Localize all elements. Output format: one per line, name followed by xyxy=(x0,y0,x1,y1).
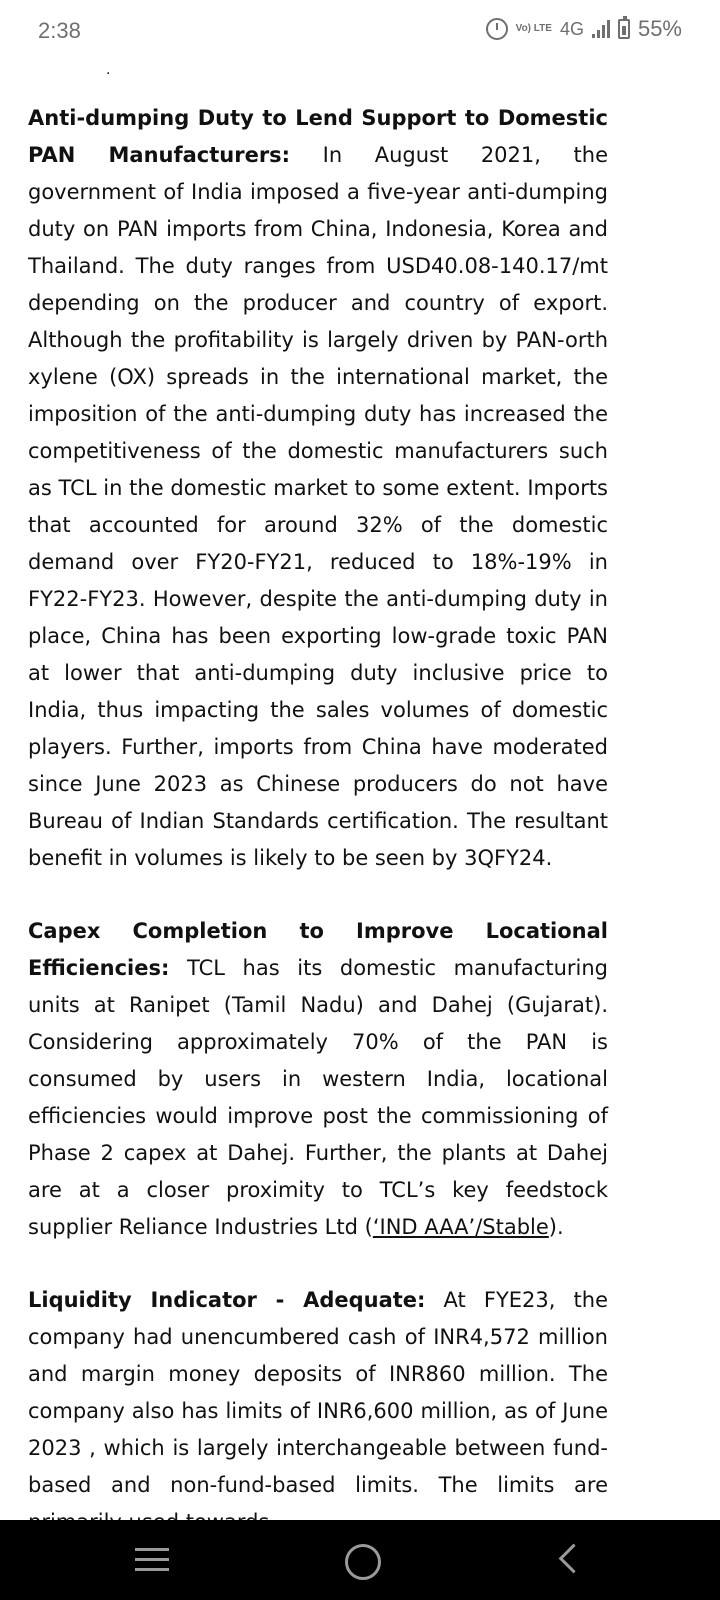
battery-icon xyxy=(618,19,630,39)
paragraph-body: TCL has its domestic manufacturing units at Ranipet (Tamil Nadu) and Dahej (Gujarat). Considering approximately 70% of the PAN is consumed by users in western India, locational efficiencies would improve post the commissioning of Phase 2 capex at Dahej. Further, the plants at Dahej are at a closer proximity to TCL’s key feedstock supplier Reliance Industries Ltd ( xyxy=(28,956,608,1239)
stray-mark: . xyxy=(106,62,111,78)
paragraph-tail: ). xyxy=(548,1215,564,1239)
paragraph-liquidity xyxy=(28,1282,608,1541)
back-icon[interactable] xyxy=(553,1540,593,1580)
alarm-icon xyxy=(486,18,508,40)
paragraph-capex xyxy=(28,913,608,1246)
battery-percent: 55% xyxy=(637,16,682,41)
paragraph-body: In August 2021, the government of India imposed a five-year anti-dumping duty on PAN imports from China, Indonesia, Korea and Thailand. The duty ranges from USD40.08-140.17/mt depending on the producer and country of export. Although the profitability is largely driven by PAN-orth xylene (OX) spreads in the international market, the imposition of the anti-dumping duty has increased the competitiveness of the domestic manufacturers such as TCL in the domestic market to some extent. Imports that accounted for around 32% of the domestic demand over FY20-FY21, reduced to 18%-19% in FY22-FY23. However, despite the anti-dumping duty in place, China has been exporting low-grade toxic PAN at lower that anti-dumping duty inclusive price to India, thus impacting the sales volumes of domestic players. Further, imports from China have moderated since June 2023 as Chinese producers do not have Bureau of Indian Standards certification. The resultant benefit in volumes is likely to be seen by 3QFY24. xyxy=(28,143,608,870)
status-icons xyxy=(486,16,682,42)
rating-link[interactable]: ‘IND AAA’/Stable xyxy=(372,1215,549,1239)
signal-icon xyxy=(592,20,610,38)
status-time: 2:38 xyxy=(38,18,81,43)
network-type: 4G xyxy=(559,18,584,39)
home-icon[interactable] xyxy=(343,1540,383,1580)
article-content[interactable] xyxy=(28,60,608,1520)
navigation-bar xyxy=(0,1520,720,1600)
paragraph-heading: Liquidity Indicator - Adequate: xyxy=(28,1288,426,1312)
paragraph-anti-dumping xyxy=(28,100,608,877)
paragraph-heading: Anti-dumping Duty to Lend Support to Domestic PAN Manufacturers: xyxy=(28,106,608,167)
status-bar xyxy=(0,0,720,60)
paragraph-body: At FYE23, the company had unencumbered cash of INR4,572 million and margin money deposits of INR860 million. The company also has limits of INR6,600 million, as of June 2023 , which is largely interchangeable between fund-based and non-fund-based limits. The limits are xyxy=(28,1288,608,1497)
paragraph-heading: Capex Completion to Improve Locational Efficiencies: xyxy=(28,919,608,980)
volte-icon: Vo) LTE xyxy=(515,23,552,34)
menu-icon[interactable] xyxy=(133,1540,173,1580)
